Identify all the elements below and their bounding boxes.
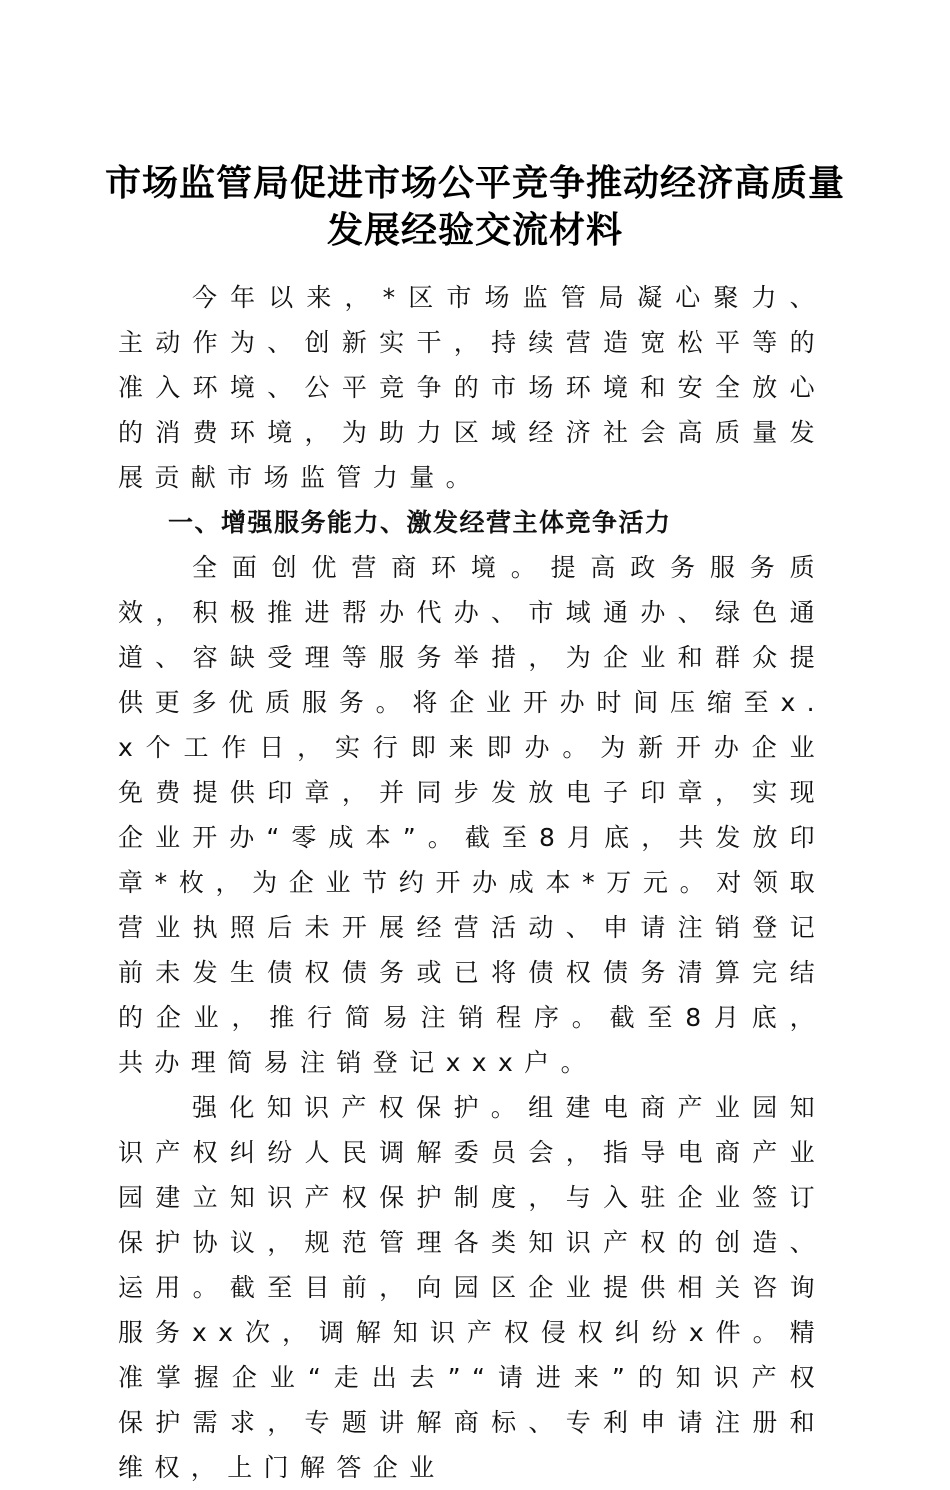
- section-heading-1: 一、增强服务能力、激发经营主体竞争活力: [168, 508, 672, 537]
- document-body: [118, 275, 826, 1490]
- document-title: [0, 160, 950, 254]
- intro-paragraph: 今年以来，*区市场监管局凝心聚力、主动作为、创新实干，持续营造宽松平等的准入环境、公平竞争的市场环境和安全放心的消费环境，为助力区域经济社会高质量发展贡献市场监管力量。: [118, 283, 826, 492]
- section-1-paragraph-2: 强化知识产权保护。组建电商产业园知识产权纠纷人民调解委员会，指导电商产业园建立知识产权保护制度，与入驻企业签订保护协议，规范管理各类知识产权的创造、运用。截至目前，向园区企业提供相关咨询服务xx次，调解知识产权侵权纠纷x件。精准掌握企业“走出去”“请进来”的知识产权保护需求，专题讲解商标、专利申请注册和维权，上门解答企业: [118, 1093, 826, 1482]
- section-1-paragraph-1: 全面创优营商环境。提高政务服务质效，积极推进帮办代办、市域通办、绿色通道、容缺受理等服务举措，为企业和群众提供更多优质服务。将企业开办时间压缩至x.x个工作日，实行即来即办。为新开办企业免费提供印章，并同步发放电子印章，实现企业开办“零成本”。截至8月底，共发放印章*枚，为企业节约开办成本*万元。对领取营业执照后未开展经营活动、申请注销登记前未发生债权债务或已将债权债务清算完结的企业，推行简易注销程序。截至8月底，共办理简易注销登记xxx户。: [118, 553, 826, 1077]
- title-line-1: 市场监管局促进市场公平竞争推动经济高质量: [104, 162, 845, 205]
- title-line-2: 发展经验交流材料: [326, 209, 623, 252]
